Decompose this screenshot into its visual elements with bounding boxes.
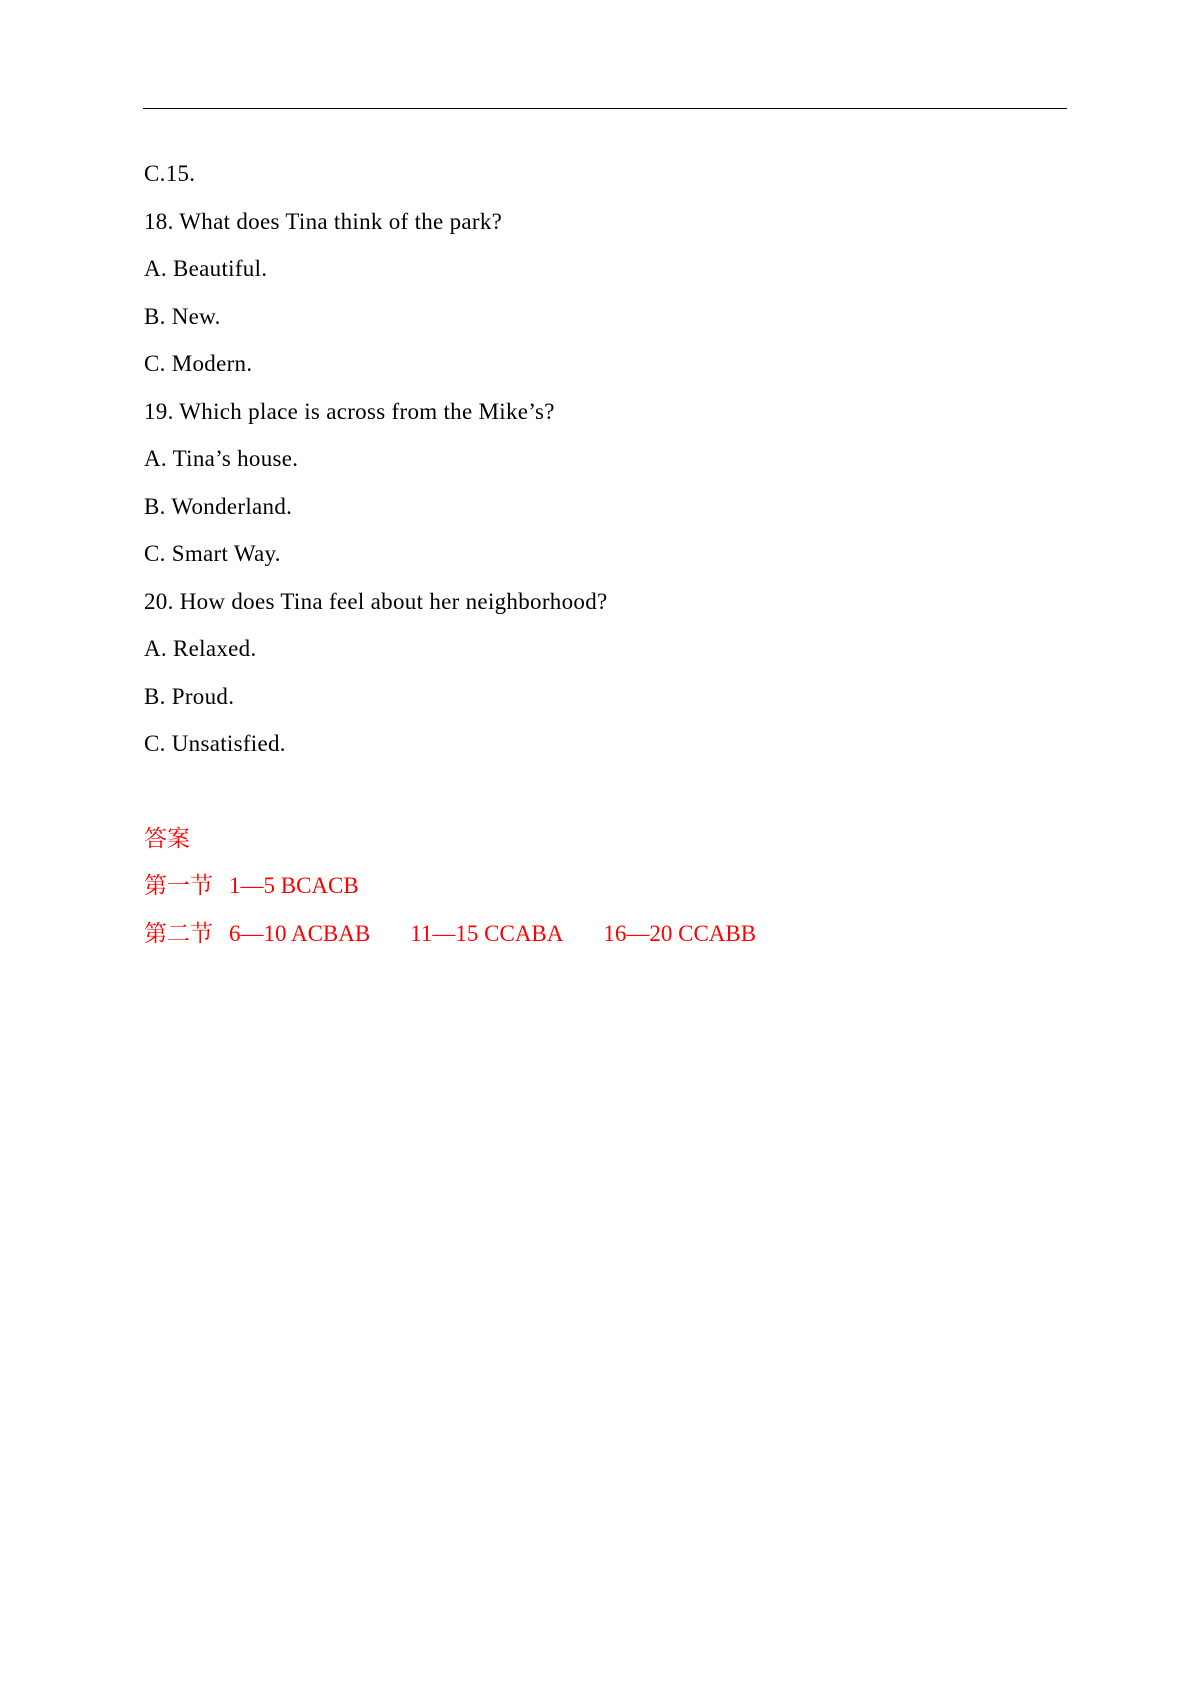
option-c-19: C. Smart Way. bbox=[144, 541, 281, 566]
option-b-18: B. New. bbox=[144, 303, 221, 329]
option-b-19: B. Wonderland. bbox=[144, 493, 293, 519]
question-19: 19. Which place is across from the Mike’s? bbox=[144, 398, 555, 424]
section-1-label: 第一节 bbox=[144, 873, 213, 898]
answer-title: 答案 bbox=[144, 825, 190, 851]
option-c-17: C.15. bbox=[144, 161, 196, 186]
answer-section-2 bbox=[144, 910, 1064, 958]
answer-group-1-5: 1—5 BCACB bbox=[229, 873, 359, 898]
header-rule bbox=[143, 108, 1067, 109]
answer-key bbox=[144, 815, 1064, 958]
option-c-18: C. Modern. bbox=[144, 351, 253, 376]
question-list bbox=[144, 150, 1064, 957]
option-a-18: A. Beautiful. bbox=[144, 256, 268, 281]
option-b-20: B. Proud. bbox=[144, 683, 235, 709]
question-18: 18. What does Tina think of the park? bbox=[144, 208, 503, 234]
option-a-19: A. Tina’s house. bbox=[144, 446, 299, 471]
option-a-20: A. Relaxed. bbox=[144, 636, 257, 661]
answer-group-6-10: 6—10 ACBAB bbox=[229, 920, 371, 946]
option-c-20: C. Unsatisfied. bbox=[144, 731, 286, 756]
answer-section-1 bbox=[144, 862, 1064, 910]
answer-group-11-15: 11—15 CCABA bbox=[410, 920, 564, 946]
question-20: 20. How does Tina feel about her neighborhood? bbox=[144, 588, 608, 614]
section-2-label: 第二节 bbox=[144, 920, 213, 946]
answer-group-16-20: 16—20 CCABB bbox=[603, 920, 757, 946]
